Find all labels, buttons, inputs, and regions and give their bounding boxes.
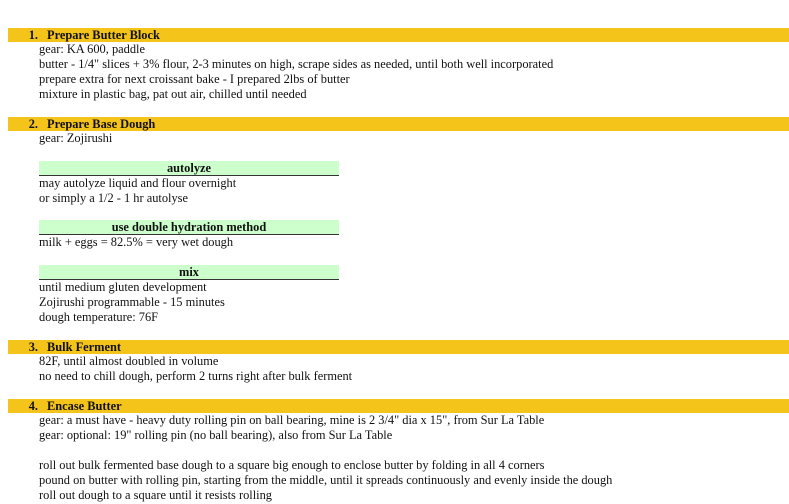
step-3-line-2: no need to chill dough, perform 2 turns right after bulk ferment <box>39 369 353 383</box>
step-title: Encase Butter <box>47 399 122 413</box>
step-number: 3. <box>28 340 38 354</box>
step-3-line-1: 82F, until almost doubled in volume <box>39 354 219 368</box>
step-1-line-4: mixture in plastic bag, pat out air, chilled until needed <box>39 87 307 101</box>
mix-line-2: Zojirushi programmable - 15 minutes <box>39 295 225 309</box>
step-1-line-3: prepare extra for next croissant bake - I prepared 2lbs of butter <box>39 72 350 86</box>
autolyze-line-2: or simply a 1/2 - 1 hr autolyse <box>39 191 189 205</box>
step-title: Prepare Base Dough <box>47 117 156 131</box>
step-1-line-2: butter - 1/4" slices + 3% flour, 2-3 minutes on high, scrape sides as needed, until both well incorporated <box>39 57 554 71</box>
autolyze-line-1: may autolyze liquid and flour overnight <box>39 176 237 190</box>
mix-line-3: dough temperature: 76F <box>39 310 159 324</box>
step-4-line-2: gear: optional: 19" rolling pin (no ball bearing), also from Sur La Table <box>39 428 393 442</box>
step-2-line-1: gear: Zojirushi <box>39 131 113 145</box>
subsection-label-autolyze: autolyze <box>39 161 339 176</box>
step-header-2 <box>8 117 789 131</box>
step-header-1 <box>8 28 789 42</box>
subsection-label-double-hydration: use double hydration method <box>39 220 339 235</box>
step-4-line-4: pound on butter with rolling pin, starting from the middle, until it spreads continuously and evenly inside the dough <box>39 473 613 487</box>
step-number: 1. <box>28 28 38 42</box>
step-header-3 <box>8 340 789 354</box>
step-4-line-3: roll out bulk fermented base dough to a square big enough to enclose butter by folding in all 4 corners <box>39 458 545 472</box>
step-number: 2. <box>28 117 38 131</box>
step-number: 4. <box>28 399 38 413</box>
step-header-4 <box>8 399 789 413</box>
subsection-label-mix: mix <box>39 265 339 280</box>
step-title: Prepare Butter Block <box>47 28 160 42</box>
step-1-line-1: gear: KA 600, paddle <box>39 42 145 56</box>
step-4-line-5: roll out dough to a square until it resists rolling <box>39 488 272 502</box>
step-title: Bulk Ferment <box>47 340 121 354</box>
step-4-line-1: gear: a must have - heavy duty rolling pin on ball bearing, mine is 2 3/4" dia x 15", from Sur La Table <box>39 413 545 427</box>
double-hydration-line-1: milk + eggs = 82.5% = very wet dough <box>39 235 234 249</box>
mix-line-1: until medium gluten development <box>39 280 207 294</box>
